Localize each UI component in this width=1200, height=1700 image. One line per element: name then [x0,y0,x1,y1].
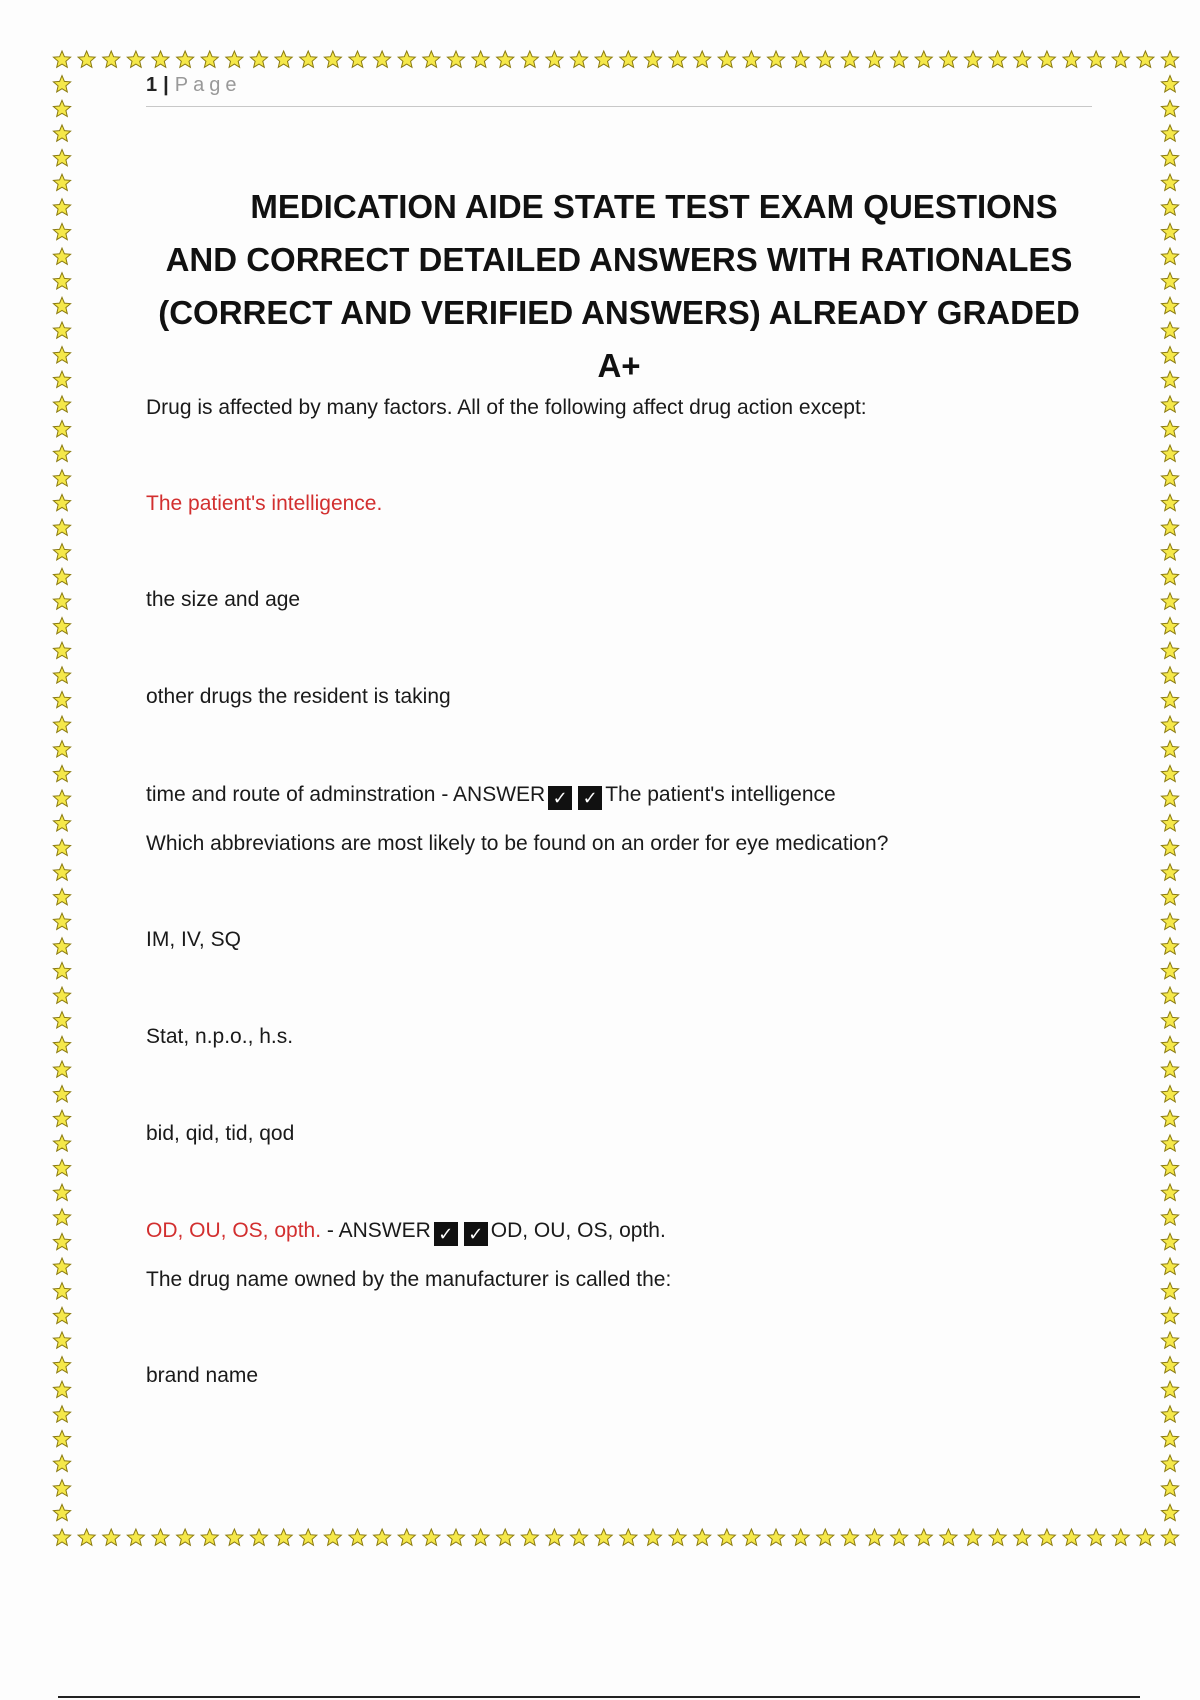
star-icon [53,519,70,535]
question-2-option-2: Stat, n.p.o., h.s. [146,1025,294,1048]
star-icon [1161,1332,1178,1348]
bottom-divider [58,1696,1140,1698]
star-icon [1088,1529,1105,1545]
star-icon [1161,1307,1178,1323]
star-icon [53,76,70,92]
answer-label: ANSWER [453,783,546,806]
star-icon [53,1061,70,1077]
star-icon [1038,1529,1055,1545]
star-icon [1161,199,1178,215]
star-icon [53,938,70,954]
question-2-option-4: OD, OU, OS, opth. [146,1219,322,1242]
question-2-answer: OD, OU, OS, opth. [490,1219,666,1242]
star-icon [53,470,70,486]
star-icon [1161,1184,1178,1200]
star-icon [53,1455,70,1471]
page-header [146,74,1092,107]
star-icon [1161,347,1178,363]
star-icon [1088,51,1105,67]
star-icon [1161,1357,1178,1373]
star-icon [53,1307,70,1323]
star-icon [521,51,538,67]
star-icon [53,839,70,855]
answer-dash: - [321,1219,339,1242]
question-1-option-2: the size and age [146,588,301,611]
question-1-answer-line [146,783,836,810]
question-1-option-3: other drugs the resident is taking [146,685,451,708]
star-icon [53,1036,70,1052]
star-icon [103,1529,120,1545]
star-icon [250,51,267,67]
star-icon [866,1529,883,1545]
star-icon [53,962,70,978]
star-icon [53,544,70,560]
star-icon [53,223,70,239]
answer-label: ANSWER [338,1219,431,1242]
star-icon [1161,445,1178,461]
star-icon [989,1529,1006,1545]
question-1-answer: The patient's intelligence [605,783,836,806]
star-icon [1161,1529,1178,1545]
star-icon [1161,421,1178,437]
star-icon [201,1529,218,1545]
star-icon [472,1529,489,1545]
star-icon [1063,51,1080,67]
star-icon [1161,125,1178,141]
star-icon [1014,1529,1031,1545]
star-icon [743,1529,760,1545]
star-icon [78,1529,95,1545]
star-icon [694,51,711,67]
star-icon [1161,864,1178,880]
star-icon [53,297,70,313]
star-icon [53,51,70,67]
star-icon [53,371,70,387]
star-icon [53,174,70,190]
star-icon [1161,593,1178,609]
star-icon [1063,1529,1080,1545]
star-icon [53,1381,70,1397]
star-icon [792,1529,809,1545]
question-1-option-1: The patient's intelligence. [146,492,383,515]
star-icon [53,1431,70,1447]
star-icon [53,125,70,141]
star-icon [1161,297,1178,313]
star-icon [53,1529,70,1545]
star-icon [497,51,514,67]
star-icon [53,1209,70,1225]
star-icon [53,987,70,1003]
star-icon [1161,1406,1178,1422]
star-icon [1161,51,1178,67]
question-2-option-1: IM, IV, SQ [146,928,241,951]
star-icon [53,1258,70,1274]
star-icon [1161,716,1178,732]
star-icon [1161,396,1178,412]
title-line-2: AND CORRECT DETAILED ANSWERS WITH RATIONALES [165,241,1073,278]
star-icon [940,1529,957,1545]
star-icon [595,1529,612,1545]
star-icon [53,1332,70,1348]
star-icon [1161,150,1178,166]
star-icon [53,273,70,289]
star-icon [53,716,70,732]
star-icon [103,51,120,67]
star-icon [1161,1258,1178,1274]
star-icon [1161,1135,1178,1151]
star-icon [226,51,243,67]
star-icon [1161,667,1178,683]
checkmark-icon: ✓ [548,786,572,810]
star-icon [841,1529,858,1545]
star-icon [53,1135,70,1151]
star-icon [1161,938,1178,954]
star-icon [1161,1086,1178,1102]
question-2-option-3: bid, qid, tid, qod [146,1122,295,1145]
star-icon [546,51,563,67]
star-icon [915,1529,932,1545]
question-2-answer-line [146,1219,666,1246]
star-icon [1161,174,1178,190]
star-icon [53,568,70,584]
star-icon [53,1357,70,1373]
page-number: 1 [146,74,158,96]
star-icon [1161,765,1178,781]
document-title [146,180,1092,392]
star-icon [1161,100,1178,116]
star-icon [398,1529,415,1545]
star-icon [275,1529,292,1545]
star-icon [53,421,70,437]
star-icon [1161,1110,1178,1126]
star-icon [53,396,70,412]
star-icon [817,1529,834,1545]
star-icon [324,1529,341,1545]
title-line-4: A+ [597,347,641,384]
star-icon [349,51,366,67]
star-icon [53,150,70,166]
star-icon [1161,568,1178,584]
star-icon [1161,1455,1178,1471]
star-icon [571,1529,588,1545]
star-icon [1161,1233,1178,1249]
star-icon [768,1529,785,1545]
star-icon [1161,642,1178,658]
star-icon [1161,790,1178,806]
star-icon [1112,51,1129,67]
star-icon [743,51,760,67]
star-icon [595,51,612,67]
star-icon [768,51,785,67]
star-icon [398,51,415,67]
star-icon [718,1529,735,1545]
star-icon [53,1283,70,1299]
star-icon [53,1504,70,1520]
star-icon [53,1184,70,1200]
star-icon [571,51,588,67]
star-icon [841,51,858,67]
star-icon [127,1529,144,1545]
star-icon [1161,987,1178,1003]
star-icon [620,1529,637,1545]
star-icon [718,51,735,67]
star-icon [940,51,957,67]
star-icon [53,667,70,683]
star-icon [669,1529,686,1545]
star-icon [53,765,70,781]
star-icon [1161,273,1178,289]
star-icon [53,1480,70,1496]
star-icon [1161,519,1178,535]
star-icon [965,51,982,67]
star-icon [53,913,70,929]
star-icon [1137,1529,1154,1545]
star-icon [201,51,218,67]
star-icon [694,1529,711,1545]
star-icon [644,1529,661,1545]
star-icon [1038,51,1055,67]
star-icon [1161,494,1178,510]
star-icon [965,1529,982,1545]
star-icon [1161,618,1178,634]
star-icon [1161,1209,1178,1225]
star-icon [423,1529,440,1545]
star-icon [1137,51,1154,67]
star-icon [374,1529,391,1545]
star-icon [78,51,95,67]
star-icon [127,51,144,67]
star-icon [300,51,317,67]
star-icon [1161,1012,1178,1028]
page-separator: | [163,74,169,96]
star-icon [1161,1283,1178,1299]
question-3-text: The drug name owned by the manufacturer is called the: [146,1268,672,1291]
star-icon [226,1529,243,1545]
star-icon [53,494,70,510]
star-icon [1161,1061,1178,1077]
question-1-text: Drug is affected by many factors. All of the following affect drug action except: [146,396,867,419]
star-icon [989,51,1006,67]
star-icon [53,1160,70,1176]
star-icon [1161,544,1178,560]
star-icon [53,248,70,264]
star-icon [152,1529,169,1545]
star-icon [620,51,637,67]
star-icon [53,100,70,116]
star-icon [1014,51,1031,67]
star-icon [1161,1036,1178,1052]
star-icon [53,322,70,338]
star-icon [53,1110,70,1126]
star-icon [792,51,809,67]
title-line-1: MEDICATION AIDE STATE TEST EXAM QUESTIONS [250,188,1058,225]
star-icon [472,51,489,67]
star-icon [1161,962,1178,978]
star-icon [53,1406,70,1422]
star-icon [521,1529,538,1545]
star-icon [53,593,70,609]
star-icon [152,51,169,67]
star-icon [300,1529,317,1545]
star-icon [53,347,70,363]
star-icon [374,51,391,67]
star-icon [349,1529,366,1545]
star-icon [644,51,661,67]
star-icon [423,51,440,67]
checkmark-icon: ✓ [578,786,602,810]
star-icon [817,51,834,67]
checkmark-icon: ✓ [464,1222,488,1246]
star-icon [53,1012,70,1028]
star-icon [1161,248,1178,264]
star-icon [546,1529,563,1545]
star-icon [177,1529,194,1545]
star-icon [53,864,70,880]
star-icon [1161,322,1178,338]
star-icon [250,1529,267,1545]
star-icon [891,51,908,67]
star-icon [1161,741,1178,757]
star-icon [891,1529,908,1545]
star-icon [324,51,341,67]
star-icon [53,618,70,634]
star-icon [497,1529,514,1545]
star-icon [53,445,70,461]
star-icon [447,51,464,67]
star-icon [53,1086,70,1102]
star-icon [447,1529,464,1545]
star-icon [1161,1504,1178,1520]
star-icon [53,790,70,806]
star-icon [177,51,194,67]
star-icon [1161,839,1178,855]
star-icon [53,642,70,658]
answer-dash: - [435,783,454,806]
star-icon [1112,1529,1129,1545]
page-label: Page [174,74,242,96]
star-icon [1161,371,1178,387]
star-icon [1161,913,1178,929]
star-icon [53,199,70,215]
star-icon [915,51,932,67]
title-line-3: (CORRECT AND VERIFIED ANSWERS) ALREADY GRADED [158,294,1080,331]
star-icon [53,692,70,708]
star-icon [1161,223,1178,239]
star-icon [275,51,292,67]
star-icon [1161,889,1178,905]
star-icon [1161,470,1178,486]
question-1-option-4: time and route of adminstration [146,783,436,806]
checkmark-icon: ✓ [434,1222,458,1246]
star-icon [1161,1431,1178,1447]
star-icon [1161,815,1178,831]
star-icon [53,741,70,757]
star-icon [53,815,70,831]
star-icon [669,51,686,67]
question-3-option-1: brand name [146,1364,259,1387]
star-icon [53,889,70,905]
star-icon [1161,1480,1178,1496]
star-icon [1161,692,1178,708]
star-icon [53,1233,70,1249]
question-2-text: Which abbreviations are most likely to be found on an order for eye medication? [146,832,889,855]
star-icon [1161,1381,1178,1397]
star-icon [1161,1160,1178,1176]
star-icon [1161,76,1178,92]
star-icon [866,51,883,67]
